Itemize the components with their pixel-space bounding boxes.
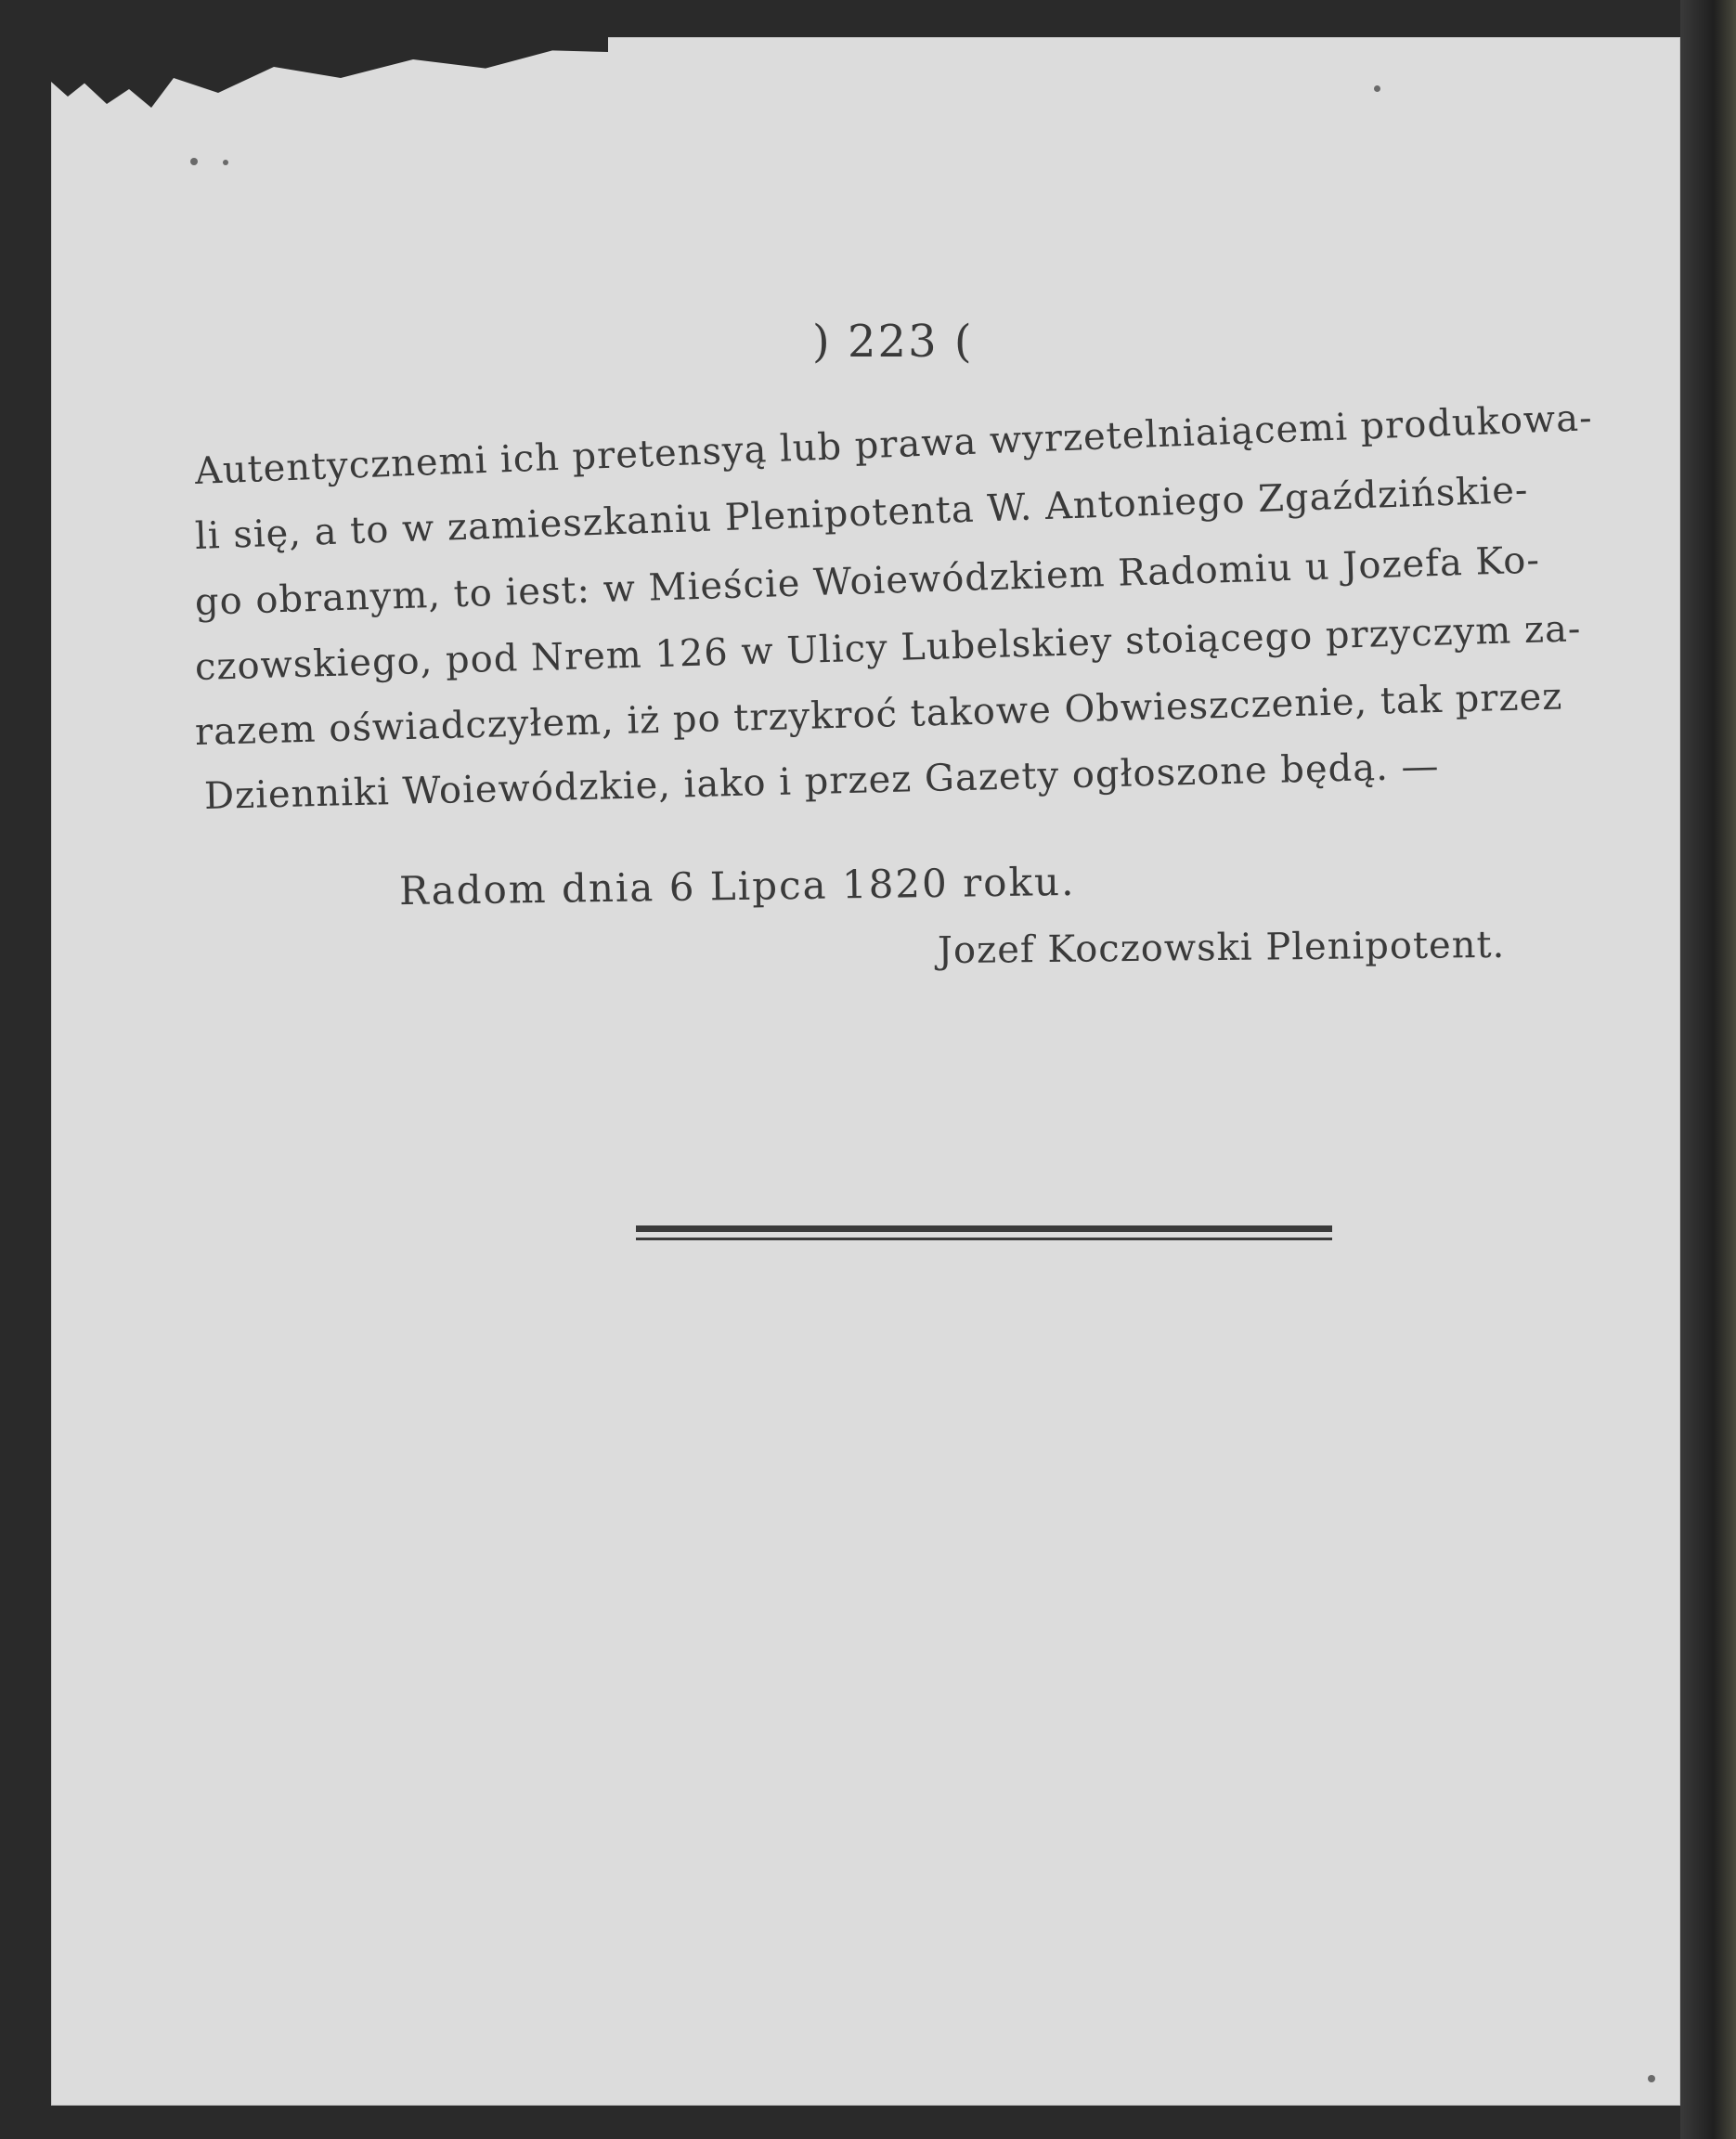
ink-spot: [190, 158, 198, 165]
ink-spot: [1648, 2075, 1655, 2082]
page-number: ) 223 (: [812, 316, 974, 368]
divider-thick-rule: [636, 1225, 1332, 1232]
ink-spot: [1374, 85, 1380, 92]
body-text-line: Dzienniki Woiewódzkie, iako i przez Gazety ogłoszone będą. —: [203, 745, 1441, 818]
body-text-line: Autentycznemi ich pretensyą lub prawa wyrzetelniaiącemi produkowa-: [194, 396, 1594, 493]
body-text-line: li się, a to w zamieszkaniu Plenipotenta W. Antoniego Zgaździńskie-: [194, 468, 1530, 558]
date-line: Radom dnia 6 Lipca 1820 roku.: [398, 858, 1076, 914]
body-text-line: czowskiego, pod Nrem 126 w Ulicy Lubelskiey stoiącego przyczym za-: [194, 607, 1582, 689]
signature-line: Jozef Koczowski Plenipotent.: [937, 923, 1506, 973]
section-divider: [636, 1225, 1332, 1246]
ink-spot: [223, 160, 228, 165]
book-spine: [1680, 0, 1736, 2139]
divider-thin-rule: [636, 1238, 1332, 1240]
body-text-line: go obranym, to iest: w Mieście Woiewódzkiem Radomiu u Jozefa Ko-: [194, 538, 1541, 624]
document-page: [51, 37, 1680, 2106]
torn-corner: [51, 37, 608, 111]
body-text-line: razem oświadczyłem, iż po trzykroć takowe Obwieszczenie, tak przez: [194, 675, 1563, 754]
